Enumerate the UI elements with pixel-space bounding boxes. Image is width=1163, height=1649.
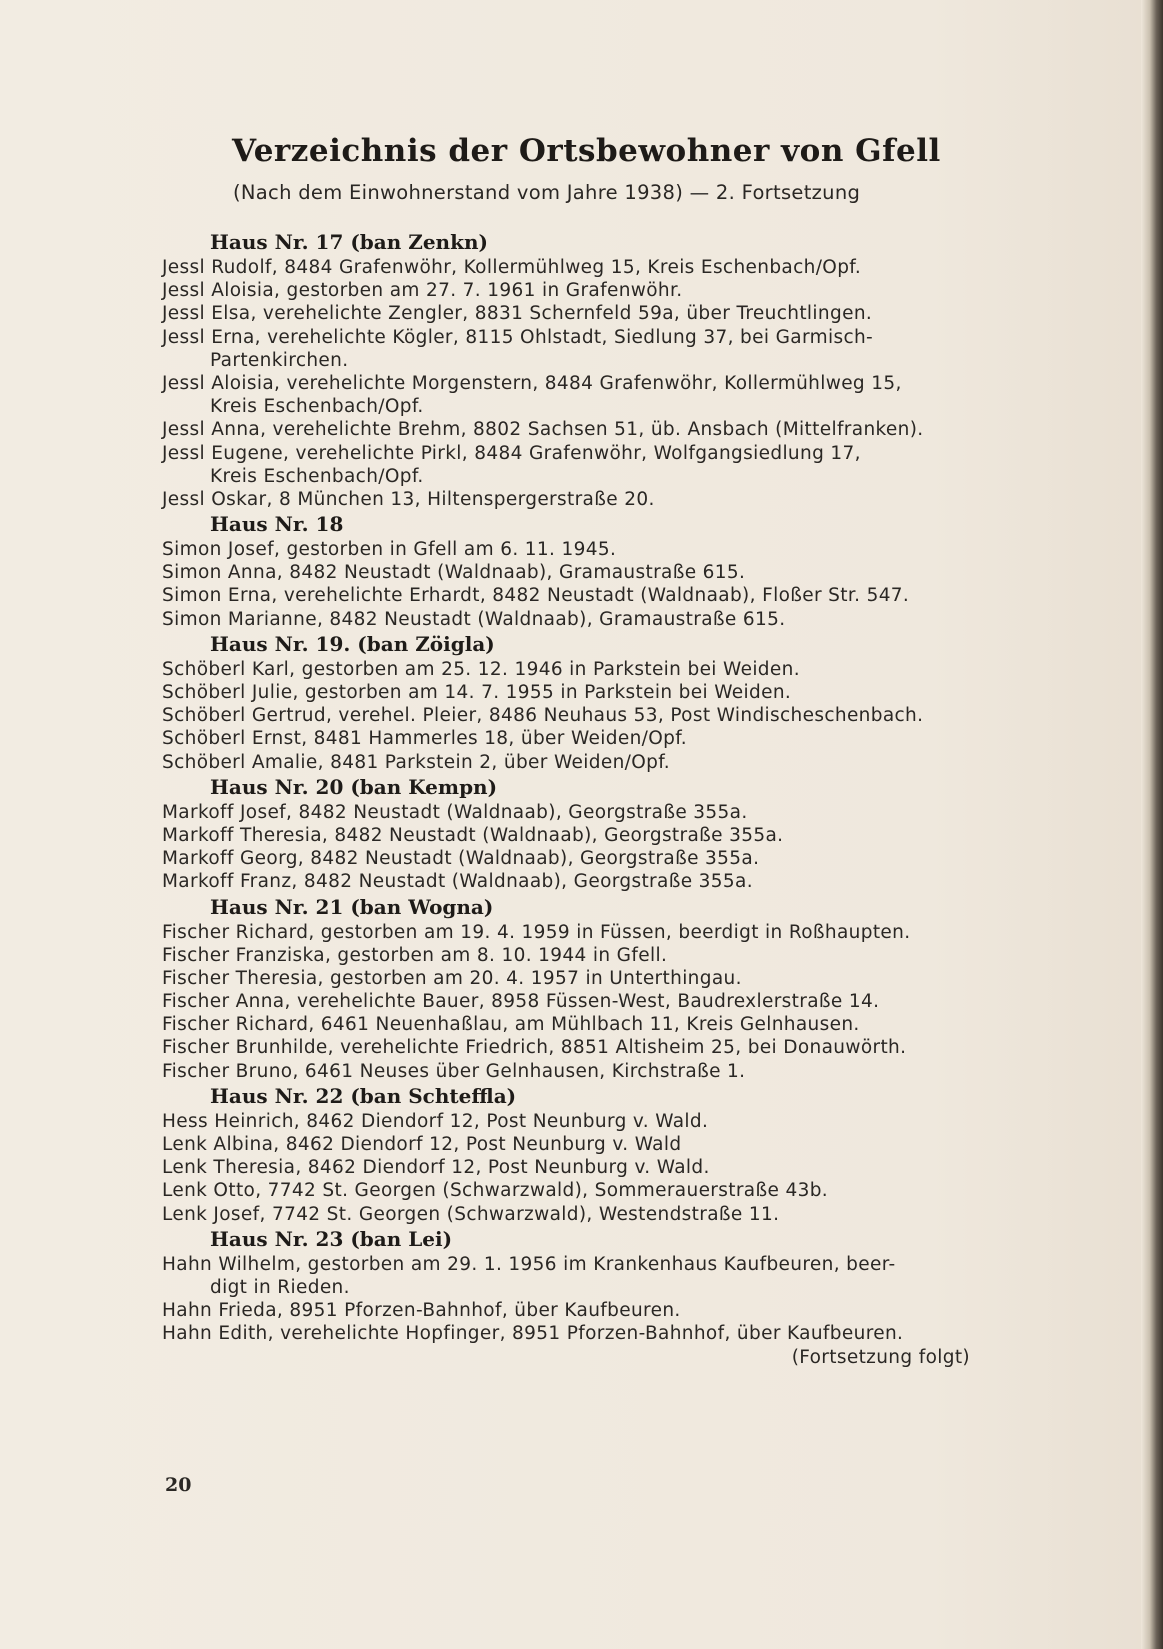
entry-line: Fischer Anna, verehelichte Bauer, 8958 Füssen-West, Baudrexlerstraße 14. xyxy=(162,991,880,1013)
page-number: 20 xyxy=(165,1474,192,1496)
resident-entry xyxy=(162,870,1022,893)
resident-entry xyxy=(162,418,1022,441)
entry-line: Markoff Josef, 8482 Neustadt (Waldnaab), Georgstraße 355a. xyxy=(162,801,748,823)
page-subtitle: (Nach dem Einwohnerstand vom Jahre 1938) — 2. Fortsetzung xyxy=(233,181,861,204)
resident-entry xyxy=(162,1299,1022,1322)
house-heading: Haus Nr. 17 (ban Zenkn) xyxy=(210,230,488,254)
entry-line: Simon Marianne, 8482 Neustadt (Waldnaab), Gramaustraße 615. xyxy=(162,608,786,630)
house-heading: Haus Nr. 21 (ban Wogna) xyxy=(210,894,494,919)
resident-entry xyxy=(162,442,1022,488)
entry-line: Schöberl Ernst, 8481 Hammerles 18, über Weiden/Opf. xyxy=(162,728,687,750)
resident-entry xyxy=(162,1179,1022,1202)
entry-line: Schöberl Amalie, 8481 Parkstein 2, über Weiden/Opf. xyxy=(162,751,670,773)
resident-entry xyxy=(162,302,1022,325)
resident-entry xyxy=(162,824,1022,847)
resident-entry xyxy=(162,1013,1022,1036)
entry-line: Lenk Otto, 7742 St. Georgen (Schwarzwald), Sommerauerstraße 43b. xyxy=(162,1180,829,1202)
resident-entry xyxy=(162,1133,1022,1156)
entry-line: Jessl Eugene, verehelichte Pirkl, 8484 Grafenwöhr, Wolfgangsiedlung 17, xyxy=(162,442,861,464)
entry-line: Simon Erna, verehelichte Erhardt, 8482 Neustadt (Waldnaab), Floßer Str. 547. xyxy=(162,585,910,607)
entry-line: Jessl Aloisia, gestorben am 27. 7. 1961 in Grafenwöhr. xyxy=(162,280,683,302)
entry-continuation-line: digt in Rieden. xyxy=(210,1276,350,1298)
resident-entry xyxy=(162,561,1022,584)
resident-entry xyxy=(162,681,1022,704)
entry-line: Simon Josef, gestorben in Gfell am 6. 11. 1945. xyxy=(162,539,617,561)
entry-line: Simon Anna, 8482 Neustadt (Waldnaab), Gramaustraße 615. xyxy=(162,562,746,584)
entry-line: Schöberl Karl, gestorben am 25. 12. 1946 in Parkstein bei Weiden. xyxy=(162,658,800,680)
entry-line: Fischer Bruno, 6461 Neuses über Gelnhausen, Kirchstraße 1. xyxy=(162,1060,746,1082)
resident-entry xyxy=(162,727,1022,750)
house-heading: Haus Nr. 19. (ban Zöigla) xyxy=(210,631,495,656)
entry-line: Fischer Richard, 6461 Neuenhaßlau, am Mühlbach 11, Kreis Gelnhausen. xyxy=(162,1014,860,1036)
resident-entry xyxy=(162,704,1022,727)
resident-entry xyxy=(162,538,1022,561)
resident-entry xyxy=(162,1156,1022,1179)
entry-line: Jessl Aloisia, verehelichte Morgenstern, 8484 Grafenwöhr, Kollermühlweg 15, xyxy=(162,372,902,394)
entry-line: Hahn Edith, verehelichte Hopfinger, 8951 Pforzen-Bahnhof, über Kaufbeuren. xyxy=(162,1323,904,1345)
continuation-note-block xyxy=(162,1346,1022,1369)
entry-line: Lenk Albina, 8462 Diendorf 12, Post Neunburg v. Wald xyxy=(162,1134,682,1155)
entry-line: Hess Heinrich, 8462 Diendorf 12, Post Neunburg v. Wald. xyxy=(162,1110,709,1132)
house-heading: Haus Nr. 23 (ban Lei) xyxy=(210,1226,453,1251)
resident-list xyxy=(162,229,1022,1369)
entry-line: Jessl Oskar, 8 München 13, Hiltenspergerstraße 20. xyxy=(162,488,655,510)
resident-entry xyxy=(162,921,1022,944)
entry-line: Markoff Franz, 8482 Neustadt (Waldnaab), Georgstraße 355a. xyxy=(162,871,753,893)
entry-line: Jessl Elsa, verehelichte Zengler, 8831 Schernfeld 59a, über Treuchtlingen. xyxy=(162,303,873,325)
house-heading: Haus Nr. 18 xyxy=(210,512,344,537)
entry-line: Jessl Erna, verehelichte Kögler, 8115 Ohlstadt, Siedlung 37, bei Garmisch- xyxy=(162,326,874,348)
resident-entry xyxy=(162,990,1022,1013)
resident-entry xyxy=(162,372,1022,418)
resident-entry xyxy=(162,279,1022,302)
resident-entry xyxy=(162,1060,1022,1083)
entry-continuation-line: Partenkirchen. xyxy=(210,349,349,371)
entry-continuation-line: Kreis Eschenbach/Opf. xyxy=(210,465,424,487)
resident-entry xyxy=(162,584,1022,607)
entry-line: Hahn Frieda, 8951 Pforzen-Bahnhof, über Kaufbeuren. xyxy=(162,1300,681,1322)
entry-line: Lenk Josef, 7742 St. Georgen (Schwarzwald), Westendstraße 11. xyxy=(162,1203,780,1225)
entry-line: Lenk Theresia, 8462 Diendorf 12, Post Neunburg v. Wald. xyxy=(162,1157,710,1179)
entry-line: Fischer Franziska, gestorben am 8. 10. 1944 in Gfell. xyxy=(162,944,668,966)
resident-entry xyxy=(162,1322,1022,1345)
entry-line: Hahn Wilhelm, gestorben am 29. 1. 1956 im Krankenhaus Kaufbeuren, beer- xyxy=(162,1253,896,1275)
entry-line: Markoff Theresia, 8482 Neustadt (Waldnaab), Georgstraße 355a. xyxy=(162,824,784,846)
resident-entry xyxy=(162,801,1022,824)
entry-line: Jessl Rudolf, 8484 Grafenwöhr, Kollermühlweg 15, Kreis Eschenbach/Opf. xyxy=(162,257,862,278)
resident-entry xyxy=(162,1110,1022,1133)
resident-entry xyxy=(162,608,1022,631)
booklet-spine xyxy=(1141,0,1163,1649)
house-heading: Haus Nr. 22 (ban Schteffla) xyxy=(210,1083,517,1108)
resident-entry xyxy=(162,1036,1022,1059)
house-heading: Haus Nr. 20 (ban Kempn) xyxy=(210,774,498,799)
resident-entry xyxy=(162,1203,1022,1226)
resident-entry xyxy=(162,326,1022,372)
entry-line: Fischer Theresia, gestorben am 20. 4. 1957 in Unterthingau. xyxy=(162,967,742,989)
resident-entry xyxy=(162,847,1022,870)
page-title: Verzeichnis der Ortsbewohner von Gfell xyxy=(232,133,941,169)
entry-continuation-line: Kreis Eschenbach/Opf. xyxy=(210,396,424,418)
resident-entry xyxy=(162,751,1022,774)
entry-line: Schöberl Julie, gestorben am 14. 7. 1955 in Parkstein bei Weiden. xyxy=(162,682,792,703)
entry-line: Markoff Georg, 8482 Neustadt (Waldnaab), Georgstraße 355a. xyxy=(162,848,760,870)
entry-line: Fischer Richard, gestorben am 19. 4. 1959 in Füssen, beerdigt in Roßhaupten. xyxy=(162,921,911,943)
resident-entry xyxy=(162,256,1022,279)
continuation-note: (Fortsetzung folgt) xyxy=(791,1346,970,1368)
resident-entry xyxy=(162,658,1022,681)
resident-entry xyxy=(162,488,1022,511)
entry-line: Jessl Anna, verehelichte Brehm, 8802 Sachsen 51, üb. Ansbach (Mittelfranken). xyxy=(162,419,924,441)
entry-line: Fischer Brunhilde, verehelichte Friedrich, 8851 Altisheim 25, bei Donauwörth. xyxy=(162,1037,907,1059)
entry-line: Schöberl Gertrud, verehel. Pleier, 8486 Neuhaus 53, Post Windischeschenbach. xyxy=(162,705,924,727)
resident-entry xyxy=(162,967,1022,990)
resident-entry xyxy=(162,1253,1022,1299)
resident-entry xyxy=(162,944,1022,967)
